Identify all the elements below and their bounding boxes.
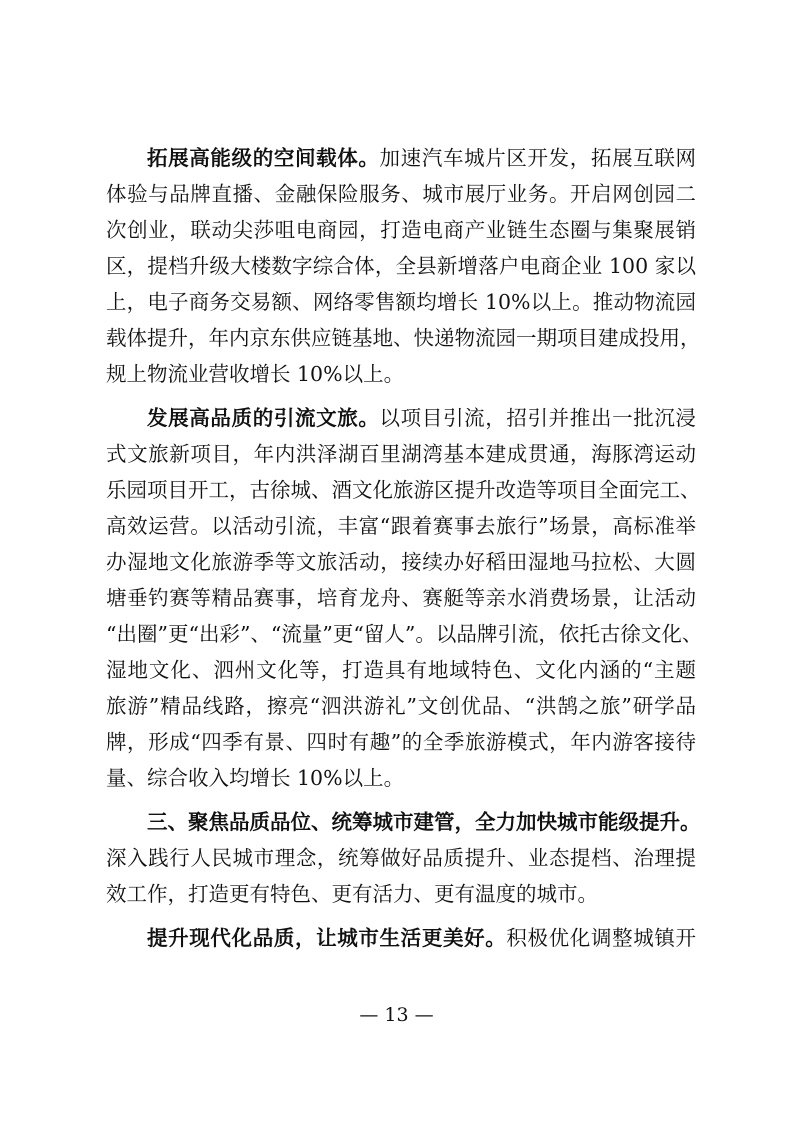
paragraph-line: 体验与品牌直播、金融保险服务、城市展厅业务。开启网创园二 [106, 182, 696, 206]
section-heading: 拓展高能级的空间载体。 [147, 146, 380, 170]
section-heading: 发展高品质的引流文旅。 [147, 406, 380, 430]
paragraph-line: 区，提档升级大楼数字综合体，全县新增落户电商企业 100 家以 [106, 254, 696, 278]
paragraph-line: 牌，形成“四季有景、四时有趣”的全季旅游模式，年内游客接待 [106, 730, 696, 754]
paragraph-line [106, 804, 701, 840]
paragraph-line: 塘垂钓赛等精品赛事，培育龙舟、赛艇等亲水消费场景，让活动 [106, 586, 696, 610]
paragraph-line: 办湿地文化旅游季等文旅活动，接续办好稻田湿地马拉松、大圆 [106, 550, 696, 574]
paragraph-line [106, 140, 696, 176]
line-text: 积极优化调整城镇开 [506, 926, 697, 950]
paragraph-line: 上，电子商务交易额、网络零售额均增长 10%以上。推动物流园 [106, 290, 696, 314]
line-text: 以项目引流，招引并推出一批沉浸 [379, 406, 697, 430]
paragraph-line: 湿地文化、泗州文化等，打造具有地域特色、文化内涵的“主题 [106, 658, 696, 682]
page-number: — 13 — [359, 1004, 434, 1026]
paragraph-line: 规上物流业营收增长 10%以上。 [106, 362, 405, 386]
paragraph-line: 深入践行人民城市理念，统筹做好品质提升、业态提档、治理提 [106, 846, 696, 870]
paragraph-line: 式文旅新项目，年内洪泽湖百里湖湾基本建成贯通，海豚湾运动 [106, 442, 696, 466]
paragraph-line [106, 400, 696, 436]
section-heading: 提升现代化品质，让城市生活更美好。 [147, 926, 507, 950]
paragraph-line: 乐园项目开工，古徐城、酒文化旅游区提升改造等项目全面完工、 [106, 478, 701, 502]
paragraph-line: 载体提升，年内京东供应链基地、快递物流园一期项目建成投用， [106, 326, 701, 350]
line-text: 加速汽车城片区开发，拓展互联网 [379, 146, 697, 170]
paragraph-line: 量、综合收入均增长 10%以上。 [106, 766, 405, 790]
paragraph-line: “出圈”更“出彩”、“流量”更“留人”。以品牌引流，依托古徐文化、 [106, 622, 703, 646]
paragraph-line: 次创业，联动尖莎咀电商园，打造电商产业链生态圈与集聚展销 [106, 218, 696, 242]
paragraph-line: 高效运营。以活动引流，丰富“跟着赛事去旅行”场景，高标准举 [106, 514, 696, 538]
paragraph-line: 效工作，打造更有特色、更有活力、更有温度的城市。 [106, 882, 598, 906]
paragraph-line: 旅游”精品线路，擦亮“泗洪游礼”文创优品、“洪鹄之旅”研学品 [106, 694, 696, 718]
paragraph-line [106, 920, 696, 956]
section-heading: 三、聚焦品质品位、统筹城市建管，全力加快城市能级提升。 [147, 810, 701, 834]
